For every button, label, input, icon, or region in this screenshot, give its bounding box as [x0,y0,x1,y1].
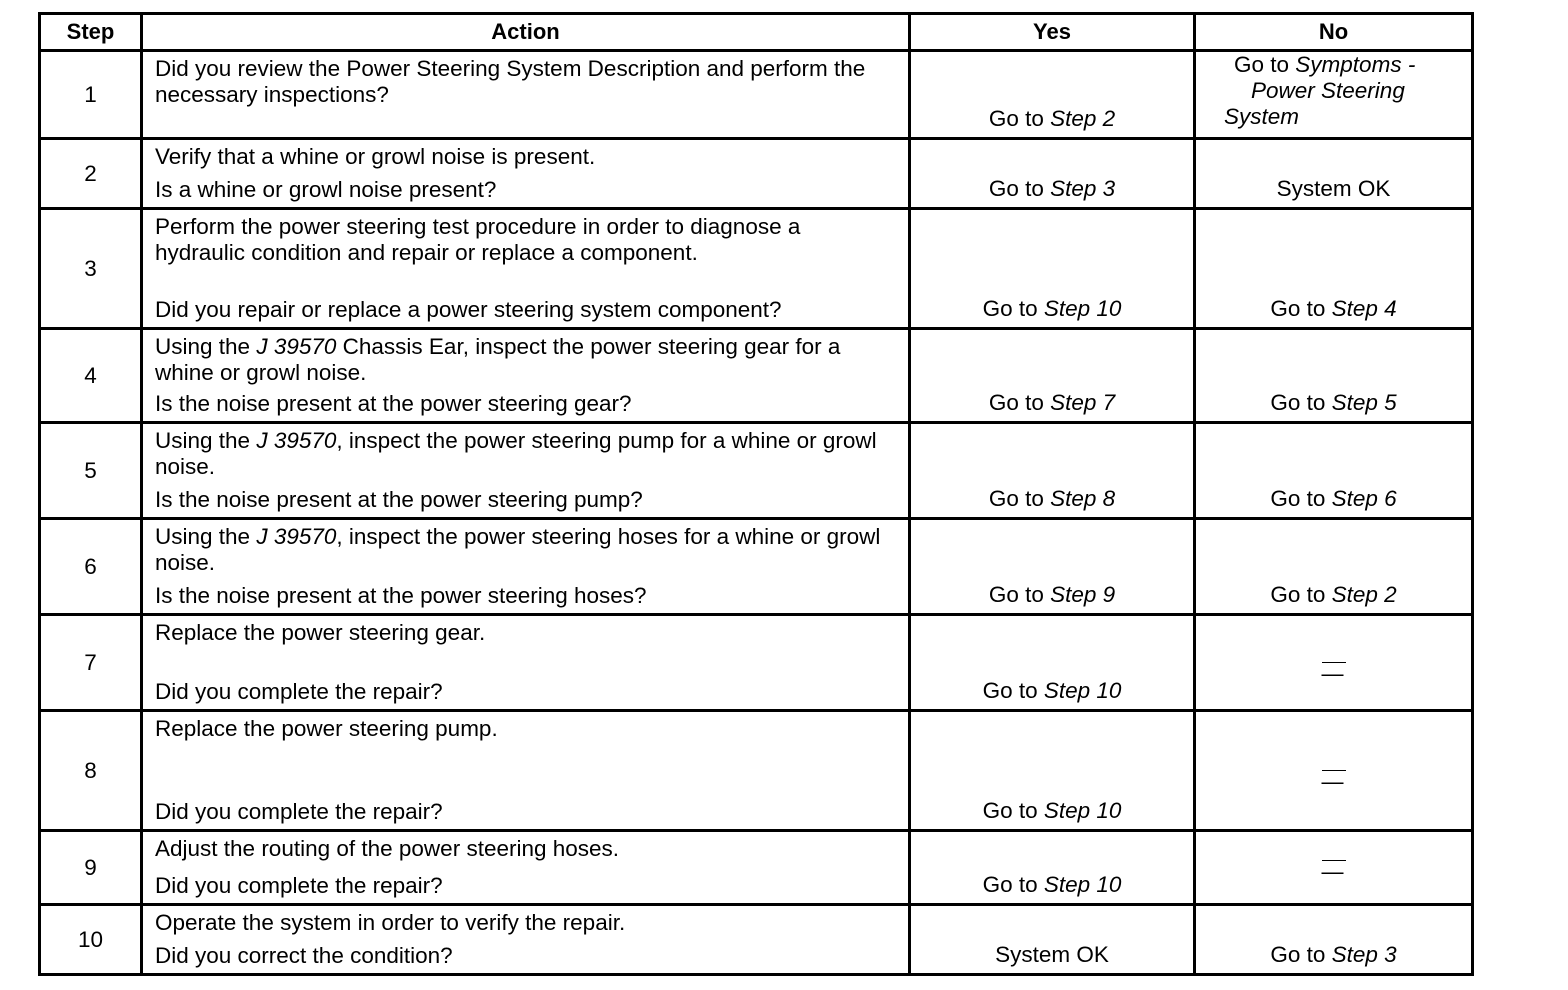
no-result [1270,582,1396,608]
action-question: Did you correct the condition? [155,943,453,968]
no-result [1270,942,1396,968]
no-cell [1193,330,1471,421]
header-no: No [1193,15,1471,49]
action-instruction [155,428,896,480]
header-action: Action [140,15,908,49]
yes-result [989,582,1115,608]
step-number: 8 [84,757,97,783]
table-row [41,829,1471,903]
yes-cell [908,330,1193,421]
yes-result [983,678,1122,704]
table-row [41,49,1471,137]
yes-prefix: Go to [982,798,1044,823]
action-question: Is a whine or growl noise present? [155,177,497,202]
no-cell [1193,424,1471,517]
no-cell [1193,52,1471,137]
action-cell [140,906,908,973]
table-row [41,709,1471,829]
no-result-dash: — [1321,859,1344,884]
action-cell [140,616,908,709]
instruction-prefix: Using the [155,524,257,549]
action-cell [140,520,908,613]
step-number: 5 [84,457,97,483]
header-yes: Yes [908,15,1193,49]
no-cell [1193,140,1471,207]
action-instruction: Replace the power steering pump. [155,716,498,741]
yes-prefix: Go to [988,582,1051,607]
yes-prefix: Go to [988,486,1051,511]
no-cell [1193,616,1471,709]
yes-prefix: Go to [988,106,1051,131]
yes-cell [908,906,1193,973]
no-cell [1193,210,1471,327]
diagnostic-table [38,12,1474,976]
no-result-line2: Power Steering [1251,78,1405,103]
instruction-suffix: Chassis Ear, inspect the power steering gear for a whine or growl noise. [155,334,841,385]
action-cell [140,52,908,137]
action-instruction [155,334,896,386]
action-question: Is the noise present at the power steering gear? [155,391,632,416]
action-question: Is the noise present at the power steering pump? [155,487,643,512]
header-step: Step [66,19,115,44]
yes-cell [908,712,1193,829]
action-instruction: Verify that a whine or growl noise is present. [155,144,596,169]
no-prefix: Go to [1270,390,1332,415]
action-question: Is the noise present at the power steering hoses? [155,583,647,608]
no-result: System OK [1276,176,1391,201]
tool-reference: J 39570 [256,428,337,453]
yes-result [989,176,1115,202]
action-cell [140,330,908,421]
yes-result: System OK [995,942,1109,967]
action-instruction: Perform the power steering test procedure in order to diagnose a hydraulic condition and repair or replace a component. [155,214,801,265]
yes-step-link: Step 9 [1050,582,1116,607]
no-cell [1193,520,1471,613]
no-step-link: Step 2 [1331,582,1397,607]
yes-step-link: Step 10 [1043,798,1122,823]
action-cell [140,140,908,207]
yes-prefix: Go to [982,296,1044,321]
step-number: 4 [84,362,97,388]
instruction-suffix: , inspect the power steering pump for a whine or growl noise. [155,428,877,479]
yes-result [989,106,1115,132]
yes-step-link: Step 8 [1050,486,1116,511]
action-instruction: Did you review the Power Steering System Description and perform the necessary inspections? [155,56,866,107]
yes-result [989,486,1115,512]
step-number: 7 [84,649,97,675]
no-step-link: Step 3 [1331,942,1397,967]
no-result-line3: System [1224,104,1300,129]
no-prefix: Go to [1270,486,1332,511]
yes-prefix: Go to [988,176,1051,201]
yes-cell [908,616,1193,709]
step-number: 1 [84,81,97,107]
yes-step-link: Step 10 [1043,296,1122,321]
action-cell [140,832,908,903]
yes-cell [908,52,1193,137]
no-cell [1193,712,1471,829]
action-instruction: Operate the system in order to verify the repair. [155,910,626,935]
yes-cell [908,424,1193,517]
yes-step-link: Step 7 [1050,390,1116,415]
instruction-prefix: Using the [155,428,257,453]
action-cell [140,712,908,829]
action-question: Did you repair or replace a power steering system component? [155,297,782,322]
yes-prefix: Go to [988,390,1051,415]
instruction-prefix: Using the [155,334,257,359]
table-row [41,903,1471,973]
yes-prefix: Go to [982,872,1044,897]
no-prefix: Go to [1270,296,1332,321]
action-cell [140,424,908,517]
tool-reference: J 39570 [256,334,337,359]
yes-cell [908,140,1193,207]
step-number: 6 [84,553,97,579]
yes-cell [908,832,1193,903]
yes-result [983,872,1122,898]
step-number: 10 [77,926,104,952]
no-step-link: Step 4 [1331,296,1397,321]
yes-cell [908,520,1193,613]
action-instruction: Replace the power steering gear. [155,620,486,645]
action-question: Did you complete the repair? [155,799,443,824]
yes-step-link: Step 10 [1043,872,1122,897]
no-result [1270,390,1396,416]
no-cell [1193,906,1471,973]
instruction-suffix: , inspect the power steering hoses for a whine or growl noise. [155,524,881,575]
table-row [41,517,1471,613]
yes-step-link: Step 3 [1050,176,1116,201]
yes-step-link: Step 2 [1050,106,1116,131]
no-prefix: Go to [1270,942,1332,967]
no-result-line1 [1224,52,1461,78]
no-result [1270,296,1396,322]
table-row [41,207,1471,327]
action-question: Did you complete the repair? [155,679,443,704]
no-prefix: Go to [1234,52,1296,77]
table-row [41,613,1471,709]
no-step-link: Step 5 [1331,390,1397,415]
yes-prefix: Go to [982,678,1044,703]
yes-result [983,798,1122,824]
table-row [41,137,1471,207]
table-row [41,327,1471,421]
no-step-link: Step 6 [1331,486,1397,511]
yes-result [989,390,1115,416]
action-instruction [155,524,896,576]
no-symptoms-link: Symptoms - [1295,52,1416,77]
action-instruction: Adjust the routing of the power steering hoses. [155,836,620,861]
action-cell [140,210,908,327]
no-result [1270,486,1396,512]
no-cell [1193,832,1471,903]
table-header-row [41,15,1471,49]
no-prefix: Go to [1270,582,1332,607]
step-number: 9 [84,854,97,880]
yes-step-link: Step 10 [1043,678,1122,703]
yes-cell [908,210,1193,327]
tool-reference: J 39570 [256,524,337,549]
step-number: 3 [84,255,97,281]
table-row [41,421,1471,517]
yes-result [983,296,1122,322]
no-result-dash: — [1321,769,1344,794]
step-number: 2 [84,160,97,186]
action-question: Did you complete the repair? [155,873,443,898]
no-result-dash: — [1321,661,1344,686]
